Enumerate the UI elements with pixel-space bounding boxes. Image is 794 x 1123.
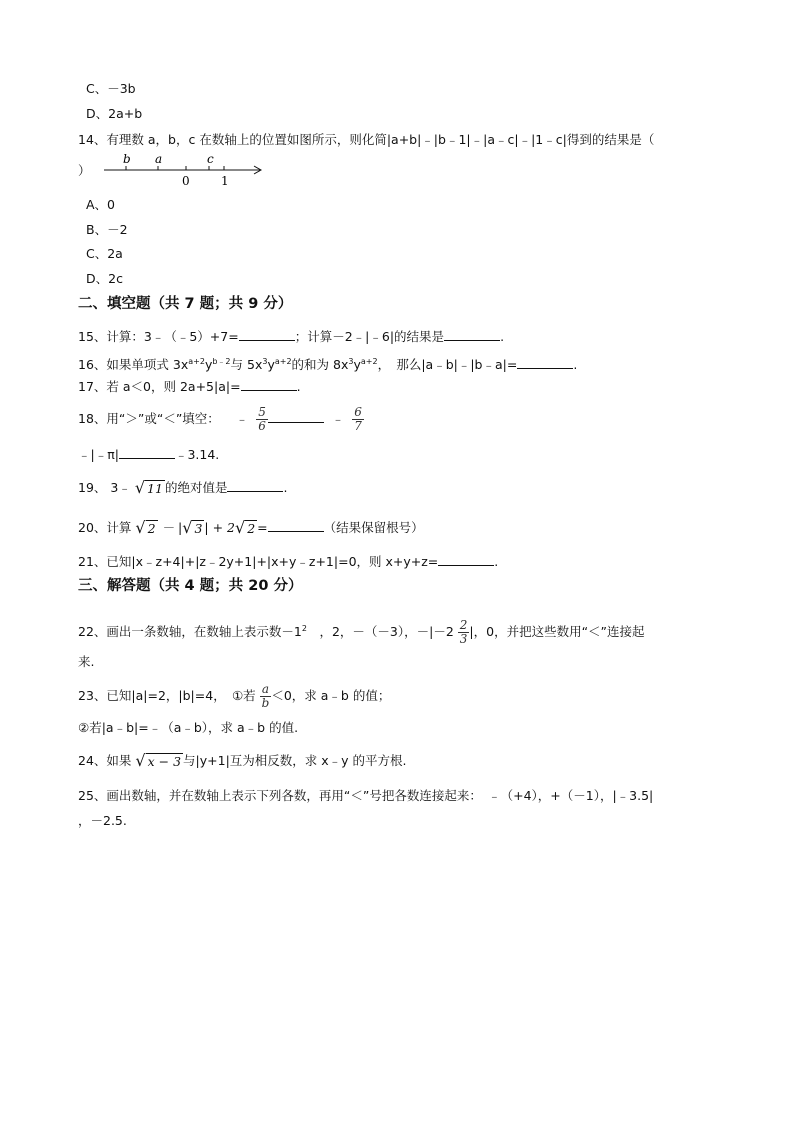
question-19: 19、 3﹣ √ 11 的绝对值是 . <box>78 478 288 497</box>
answer-blank <box>444 328 500 341</box>
sqrt-3: √ 3 <box>182 518 203 537</box>
q14-option-c: C、2a <box>86 246 123 261</box>
sqrt-2-second: √ 2 <box>234 518 256 537</box>
sqrt-x-minus-3: √ x − 3 <box>135 751 182 770</box>
fraction-five-sixths: $\frac{5}{6}$ <box>258 405 266 433</box>
label-c: c <box>207 152 214 166</box>
answer-blank <box>438 553 494 566</box>
answer-blank <box>241 378 297 391</box>
answer-blank <box>119 446 175 459</box>
question-23: 23、已知|a|=2，|b|=4， ①若 $\frac{a}{b}$ ＜0，求 a﹣b 的值； <box>78 682 391 710</box>
answer-blank <box>239 328 295 341</box>
fraction-a-over-b: $\frac{a}{b}$ <box>261 682 270 710</box>
answer-blank <box>517 356 573 369</box>
label-zero: 0 <box>182 174 190 188</box>
fraction-six-sevenths: $\frac{6}{7}$ <box>354 405 362 433</box>
section-2-title: 二、填空题（共 7 题；共 9 分） <box>78 296 293 312</box>
question-21: 21、已知|x﹣z+4|+|z﹣2y+1|+|x+y﹣z+1|=0，则 x+y+z= . <box>78 554 499 569</box>
section-3-title: 三、解答题（共 4 题；共 20 分） <box>78 578 303 594</box>
question-25-line-2: ，－2.5. <box>78 813 127 828</box>
question-17: 17、若 a＜0，则 2a+5|a|= . <box>78 379 301 394</box>
option-d: D、2a+b <box>86 106 143 121</box>
q14-option-d: D、2c <box>86 271 123 286</box>
question-24: 24、如果 √ x − 3 与|y+1|互为相反数，求 x﹣y 的平方根. <box>78 751 407 770</box>
question-14-text: 14、有理数 a，b，c 在数轴上的位置如图所示，则化简|a+b|﹣|b﹣1|﹣|a﹣c|﹣|1﹣c|得到的结果是（ <box>78 132 655 147</box>
question-14-close-paren: ） <box>78 163 91 178</box>
question-16: 16、如果单项式 $3x^{a+2}y^{b﹣2}$与 $5x^3y^{a+2}$的和为 $8x^3y^{a+2}$， 那么|a﹣b|﹣|b﹣a|= . <box>78 357 578 372</box>
question-22: 22、画出一条数轴，在数轴上表示数$-1^2$ ，2，－（－3），－|－2 $\frac{2}{3}$ |，0，并把这些数用“＜”连接起 <box>78 618 645 646</box>
sqrt-11: √ 11 <box>134 478 163 497</box>
fraction-two-thirds: $\frac{2}{3}$ <box>459 618 468 646</box>
answer-blank <box>268 410 324 423</box>
question-15: 15、计算：3﹣（﹣5）+7= ；计算－2﹣|﹣6|的结果是 . <box>78 329 505 344</box>
q14-option-b: B、－2 <box>86 222 128 237</box>
q14-option-a: A、0 <box>86 197 116 212</box>
sqrt-2: √ 2 <box>135 518 156 537</box>
question-25: 25、画出数轴，并在数轴上表示下列各数，再用“＜”号把各数连接起来： ﹣（+4），+（－1），|﹣3.5| <box>78 788 654 803</box>
label-one: 1 <box>221 174 229 188</box>
question-23-line-2: ②若|a﹣b|=﹣（a﹣b），求 a﹣b 的值. <box>78 720 299 735</box>
question-18: 18、用“＞”或“＜”填空： ﹣ $\frac{5}{6}$ ﹣ $\frac{6}{7}$ <box>78 405 362 433</box>
answer-blank <box>227 479 283 492</box>
question-18-part-2: ﹣|﹣π| ﹣3.14. <box>78 447 220 462</box>
label-a: a <box>155 152 163 166</box>
answer-blank <box>268 519 324 532</box>
question-20: 20、计算 √ 2 － |√ 3 | + 2√ 2 = （结果保留根号） <box>78 518 424 537</box>
option-c: C、－3b <box>86 81 136 96</box>
number-line-figure <box>104 150 269 190</box>
label-b: b <box>123 152 131 166</box>
question-22-line-2: 来. <box>78 654 95 669</box>
